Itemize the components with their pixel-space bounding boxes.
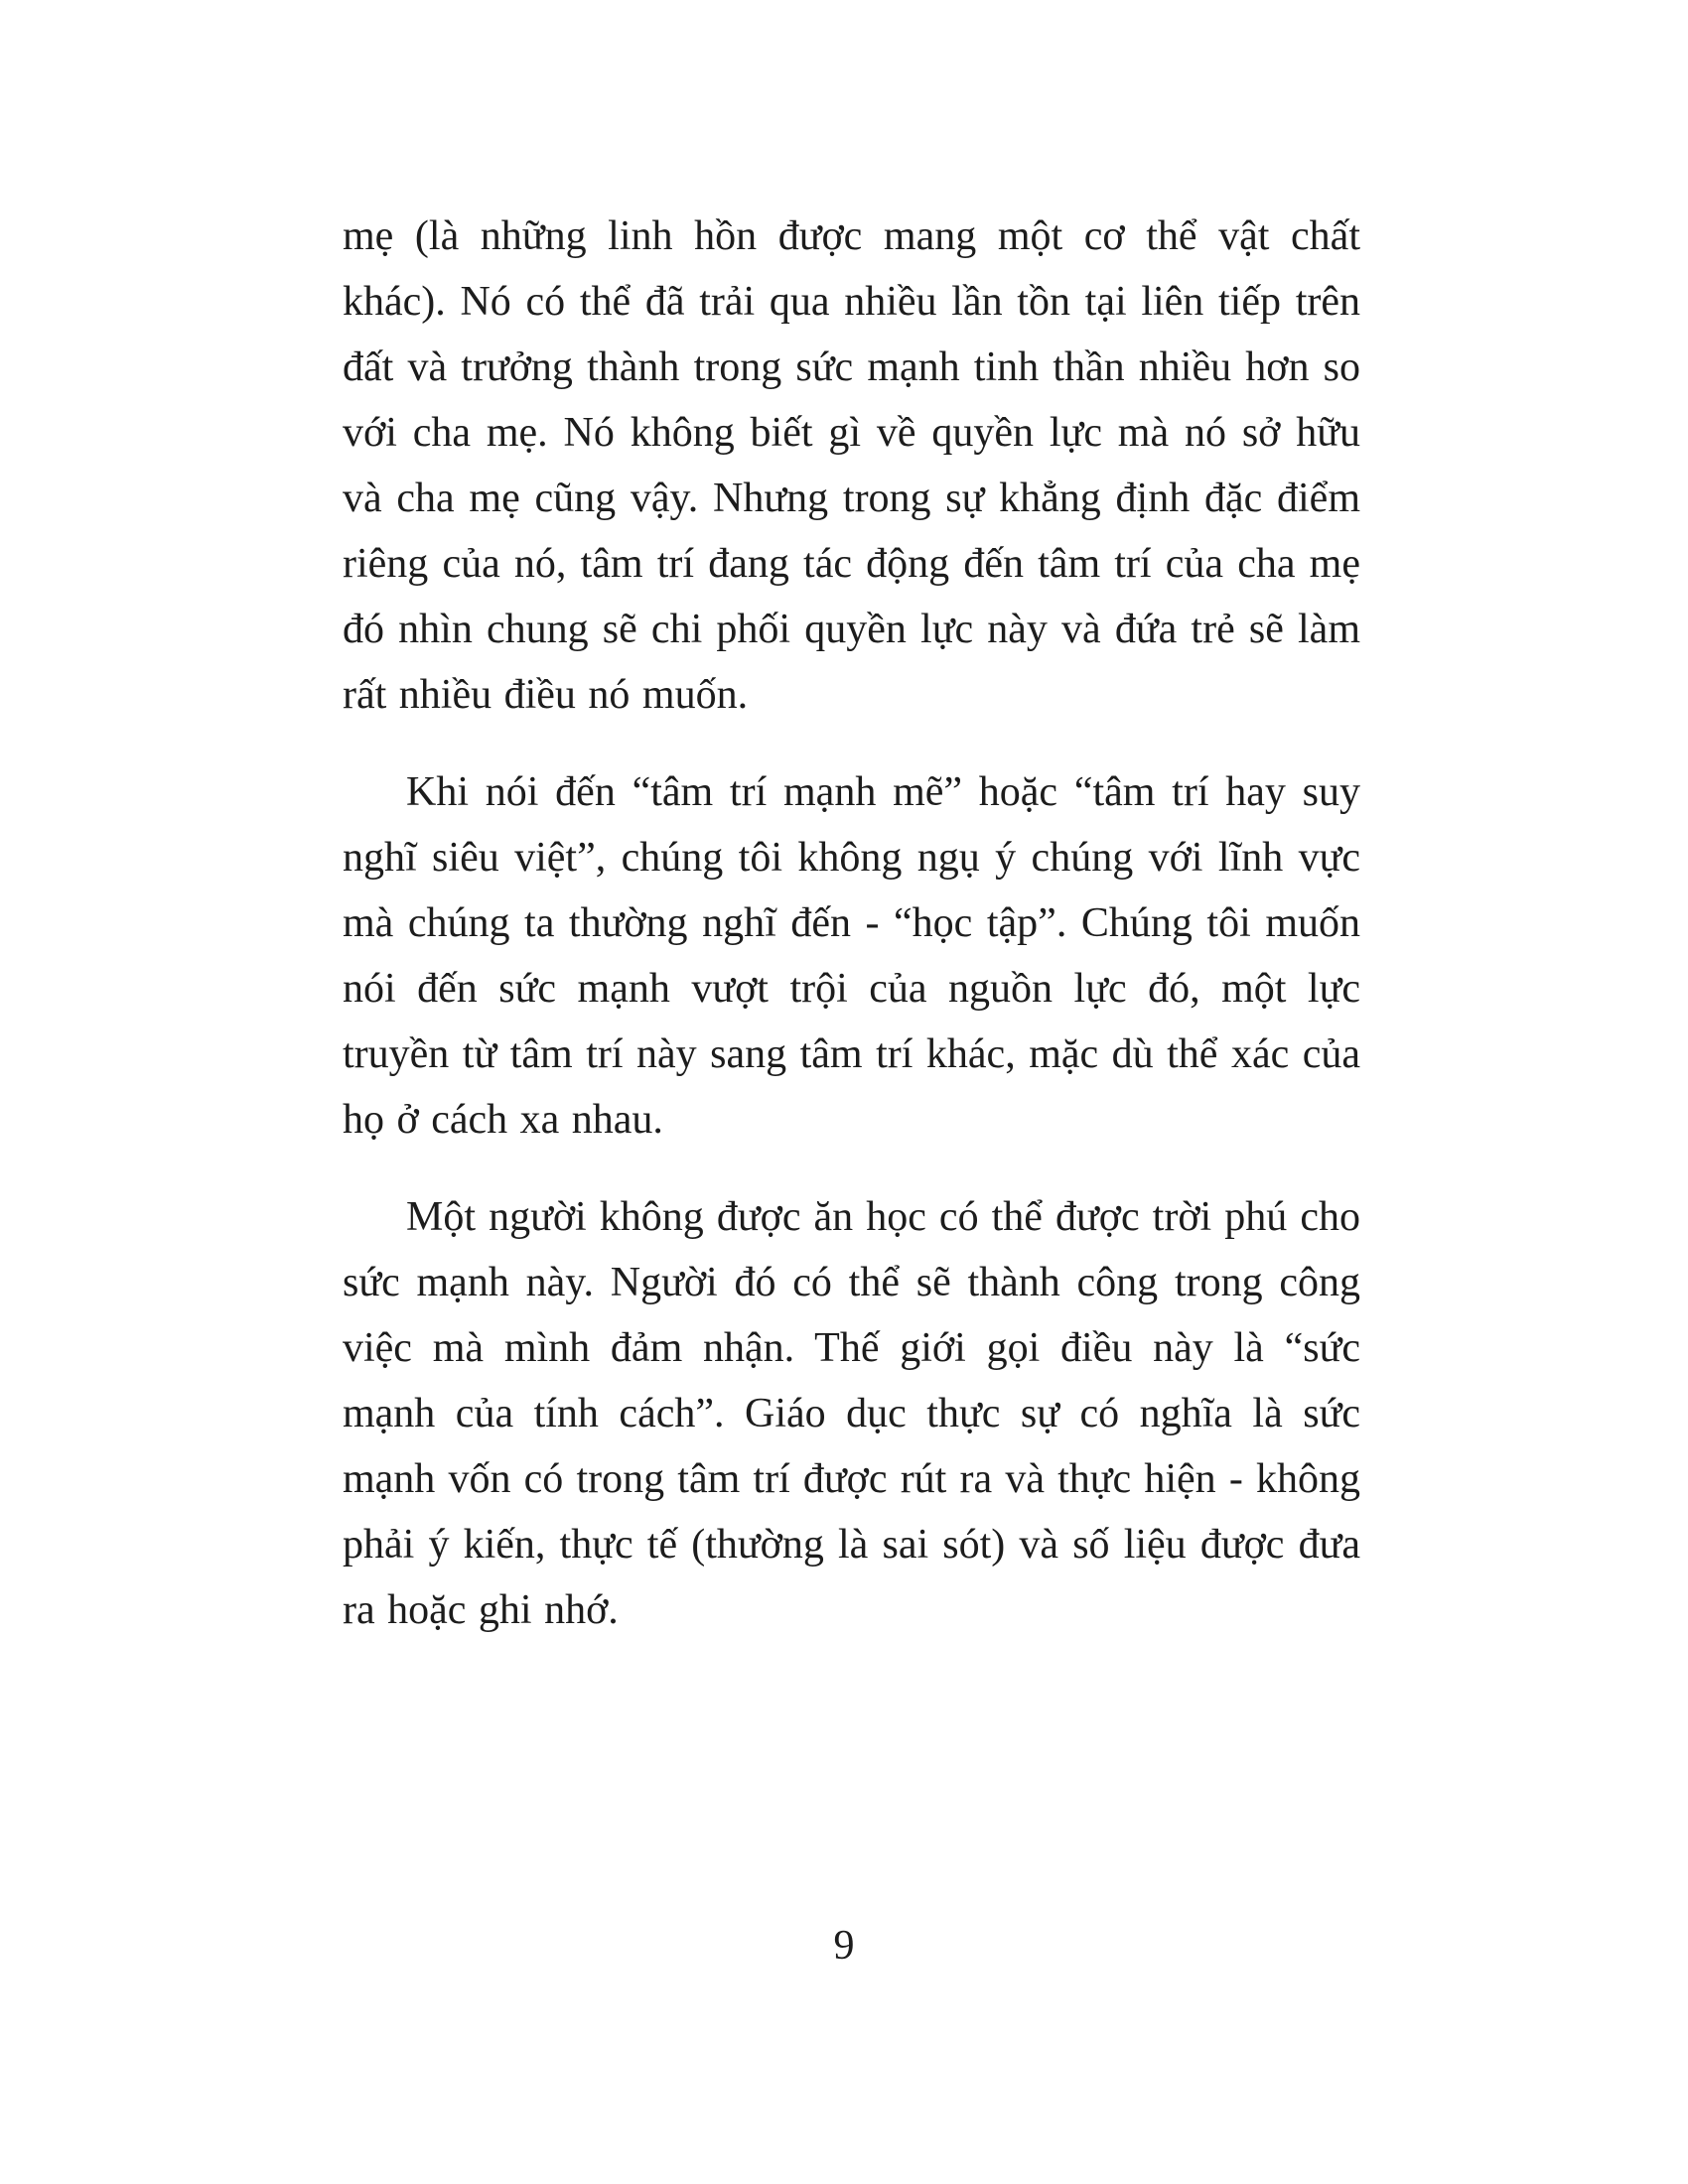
paragraph: Khi nói đến “tâm trí mạnh mẽ” hoặc “tâm trí hay suy nghĩ siêu việt”, chúng tôi không ngụ ý chúng với lĩnh vực mà chúng ta thường nghĩ đến - “học tập”. Chúng tôi muốn nói đến sức mạnh vượt trội của nguồn lực đó, một lực truyền từ tâm trí này sang tâm trí khác, mặc dù thể xác của họ ở cách xa nhau. — [343, 769, 1360, 1143]
page-number: 9 — [833, 1923, 855, 1969]
paragraph: Một người không được ăn học có thể được trời phú cho sức mạnh này. Người đó có thể sẽ thành công trong công việc mà mình đảm nhận. Thế giới gọi điều này là “sức mạnh của tính cách”. Giáo dục thực sự có nghĩa là sức mạnh vốn có trong tâm trí được rút ra và thực hiện - không phải ý kiến, thực tế (thường là sai sót) và số liệu được đưa ra hoặc ghi nhớ. — [343, 1194, 1360, 1633]
body-text — [343, 204, 1360, 1675]
paragraph-continuation: mẹ (là những linh hồn được mang một cơ thể vật chất khác). Nó có thể đã trải qua nhiều lần tồn tại liên tiếp trên đất và trưởng thành trong sức mạnh tinh thần nhiều hơn so với cha mẹ. Nó không biết gì về quyền lực mà nó sở hữu và cha mẹ cũng vậy. Nhưng trong sự khẳng định đặc điểm riêng của nó, tâm trí đang tác động đến tâm trí của cha mẹ đó nhìn chung sẽ chi phối quyền lực này và đứa trẻ sẽ làm rất nhiều điều nó muốn. — [343, 213, 1360, 718]
